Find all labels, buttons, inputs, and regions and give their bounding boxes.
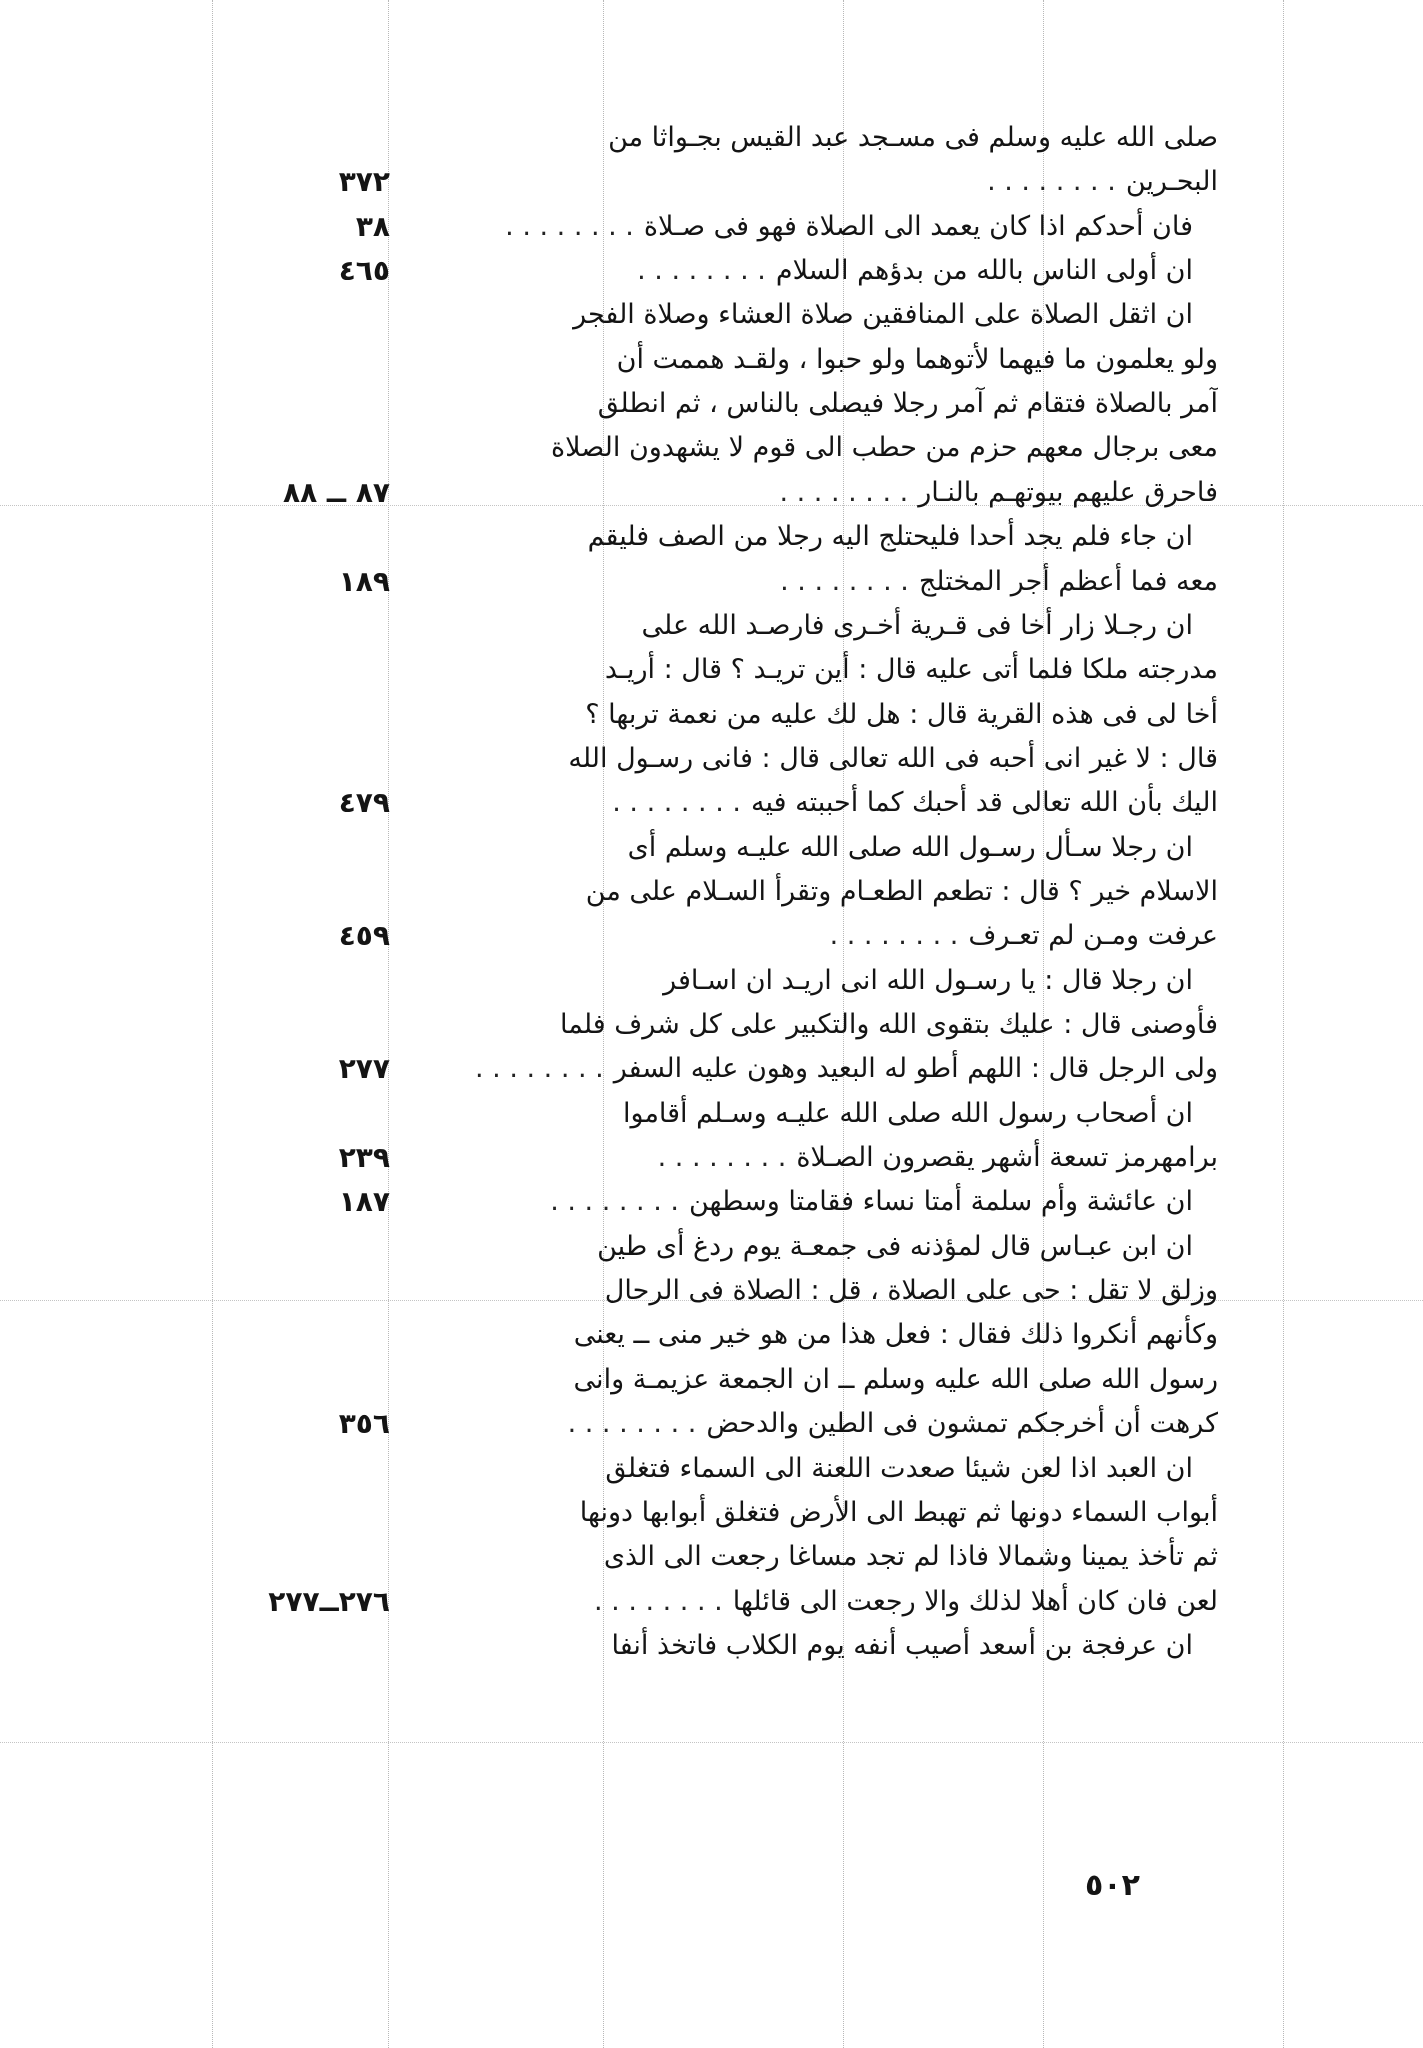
entry-text: صلى الله عليه وسلم فى مسـجد عبد القيس بجـواثا من: [608, 122, 1218, 153]
entry-text: الاسلام خير ؟ قال : تطعم الطعـام وتقرأ السـلام على من: [585, 876, 1218, 907]
entry-text: اليك بأن الله تعالى قد أحبك كما أحببته فيه: [750, 787, 1218, 818]
entry-text: مدرجته ملكا فلما أتى عليه قال : أين تريـد ؟ قال : أريـد: [604, 654, 1218, 685]
index-entry-line: [418, 1449, 1193, 1489]
index-entry-line: [418, 1138, 1218, 1178]
entry-text: برامهرمز تسعة أشهر يقصرون الصـلاة: [796, 1142, 1218, 1173]
entry-text: وزلق لا تقل : حى على الصلاة ، قل : الصلاة فى الرحال: [604, 1275, 1218, 1306]
page-reference: ١٨٧: [338, 1185, 390, 1218]
leader-dots: . . . . . . . .: [505, 211, 634, 242]
page-reference: ٣٨: [355, 210, 390, 243]
index-entry-line: [418, 384, 1218, 424]
page-reference: ٤٦٥: [338, 254, 390, 287]
entry-text: فان أحدكم اذا كان يعمد الى الصلاة فهو فى صـلاة: [643, 211, 1193, 242]
index-entry-line: [418, 562, 1218, 602]
page-reference: ٢٣٩: [338, 1141, 390, 1174]
entry-text: معى برجال معهم حزم من حطب الى قوم لا يشهدون الصلاة: [550, 432, 1218, 463]
entry-text: عرفت ومـن لم تعـرف: [968, 920, 1218, 951]
index-entry-line: [418, 340, 1218, 380]
entry-text: ولو يعلمون ما فيهما لأتوهما ولو حبوا ، ولقـد هممت أن: [616, 344, 1218, 375]
index-entry-line: [418, 162, 1218, 202]
index-entry-line: [418, 695, 1218, 735]
index-entry-line: [418, 828, 1193, 868]
entry-text: ان أصحاب رسول الله صلى الله عليـه وسـلم أقاموا: [623, 1098, 1193, 1129]
leader-dots: . . . . . . . .: [637, 255, 766, 286]
index-entry-line: [418, 650, 1218, 690]
entry-text: رسول الله صلى الله عليه وسلم ــ ان الجمعة عزيمـة وانى: [573, 1364, 1218, 1395]
index-entry-line: [418, 295, 1193, 335]
page-reference: ٨٧ ــ ٨٨: [282, 476, 390, 509]
entry-text: معه فما أعظم أجر المختلج: [918, 566, 1218, 597]
page-reference: ٣٥٦: [338, 1407, 390, 1440]
entry-text: ان ابن عبـاس قال لمؤذنه فى جمعـة يوم ردغ أى طين: [597, 1231, 1193, 1262]
index-entry-line: [418, 517, 1193, 557]
index-entry-line: [418, 783, 1218, 823]
index-entry-line: [418, 1094, 1193, 1134]
index-entry-line: [418, 1582, 1218, 1622]
index-entry-line: [418, 251, 1193, 291]
index-entry-line: [418, 606, 1193, 646]
leader-dots: . . . . . . . .: [779, 477, 909, 508]
index-entry-line: [418, 872, 1218, 912]
index-entry-line: [418, 207, 1193, 247]
entry-text: ان رجـلا زار أخا فى قـرية أخـرى فارصـد الله على: [641, 610, 1193, 641]
entry-text: ان رجلا قال : يا رسـول الله انى اريـد ان اسـافر: [663, 965, 1193, 996]
entry-text: وكأنهم أنكروا ذلك فقال : فعل هذا من هو خير منى ــ يعنى: [573, 1319, 1218, 1350]
index-entry-line: [418, 739, 1218, 779]
entry-text: فاحرق عليهم بيوتهـم بالنـار: [918, 477, 1218, 508]
leader-dots: . . . . . . . .: [612, 787, 741, 818]
leader-dots: . . . . . . . .: [987, 166, 1116, 197]
index-entry-line: [418, 1049, 1218, 1089]
index-entry-line: [418, 1182, 1193, 1222]
index-entry-line: [418, 473, 1218, 513]
index-entry-line: [418, 1360, 1218, 1400]
entry-text: آمر بالصلاة فتقام ثم آمر رجلا فيصلى بالناس ، ثم انطلق: [597, 388, 1218, 419]
page-reference: ٤٧٩: [338, 786, 390, 819]
entry-text: فأوصنى قال : عليك بتقوى الله والتكبير على كل شرف فلما: [560, 1009, 1218, 1040]
entry-text: كرهت أن أخرجكم تمشون فى الطين والدحض: [706, 1408, 1218, 1439]
entry-text: البحـرين: [1125, 166, 1218, 197]
entry-text: ان أولى الناس بالله من بدؤهم السلام: [775, 255, 1193, 286]
page-reference: ٤٥٩: [338, 919, 390, 952]
index-entry-line: [418, 428, 1218, 468]
page-reference: ٢٧٦ــ٢٧٧: [268, 1585, 390, 1618]
entry-text: ان عائشة وأم سلمة أمتا نساء فقامتا وسطهن: [688, 1186, 1193, 1217]
entry-text: أبواب السماء دونها ثم تهبط الى الأرض فتغلق أبوابها دونها: [579, 1497, 1218, 1528]
index-entry-line: [418, 1404, 1218, 1444]
entry-text: قال : لا غير انى أحبه فى الله تعالى قال : فانى رسـول الله: [568, 743, 1218, 774]
index-entry-line: [418, 961, 1193, 1001]
leader-dots: . . . . . . . .: [829, 920, 959, 951]
leader-dots: . . . . . . . .: [550, 1186, 679, 1217]
index-entry-line: [418, 1227, 1193, 1267]
entry-text: لعن فان كان أهلا لذلك والا رجعت الى قائلها: [732, 1586, 1218, 1617]
entry-text: ولى الرجل قال : اللهم أطو له البعيد وهون عليه السفر: [613, 1053, 1218, 1084]
entry-text: ان العبد اذا لعن شيئا صعدت اللعنة الى السماء فتغلق: [605, 1453, 1193, 1484]
leader-dots: . . . . . . . .: [593, 1586, 723, 1617]
index-entry-line: [418, 1537, 1218, 1577]
leader-dots: . . . . . . . .: [780, 566, 909, 597]
entry-text: ثم تأخذ يمينا وشمالا فاذا لم تجد مساغا رجعت الى الذى: [603, 1541, 1218, 1572]
page-reference: ٣٧٢: [338, 165, 390, 198]
index-entry-line: [418, 916, 1218, 956]
entry-text: أخا لى فى هذه القرية قال : هل لك عليه من نعمة تربها ؟: [585, 699, 1218, 730]
page-reference: ٢٧٧: [338, 1052, 390, 1085]
index-entry-line: [418, 1005, 1218, 1045]
leader-dots: . . . . . . . .: [657, 1142, 787, 1173]
entry-text: ان جاء فلم يجد أحدا فليحتلج اليه رجلا من الصف فليقم: [587, 521, 1193, 552]
entry-text: ان رجلا سـأل رسـول الله صلى الله عليـه وسلم أى: [627, 832, 1193, 863]
index-entry-line: [418, 118, 1218, 158]
page-number: ٥٠٢: [1085, 1868, 1140, 1903]
index-entry-line: [418, 1626, 1193, 1666]
page-reference: ١٨٩: [338, 565, 390, 598]
index-entry-line: [418, 1271, 1218, 1311]
index-entry-line: [418, 1493, 1218, 1533]
entry-text: ان عرفجة بن أسعد أصيب أنفه يوم الكلاب فاتخذ أنفا: [611, 1630, 1193, 1661]
index-entry-line: [418, 1315, 1218, 1355]
entry-text: ان اثقل الصلاة على المنافقين صلاة العشاء وصلاة الفجر: [573, 299, 1193, 330]
leader-dots: . . . . . . . .: [475, 1053, 604, 1084]
leader-dots: . . . . . . . .: [567, 1408, 697, 1439]
